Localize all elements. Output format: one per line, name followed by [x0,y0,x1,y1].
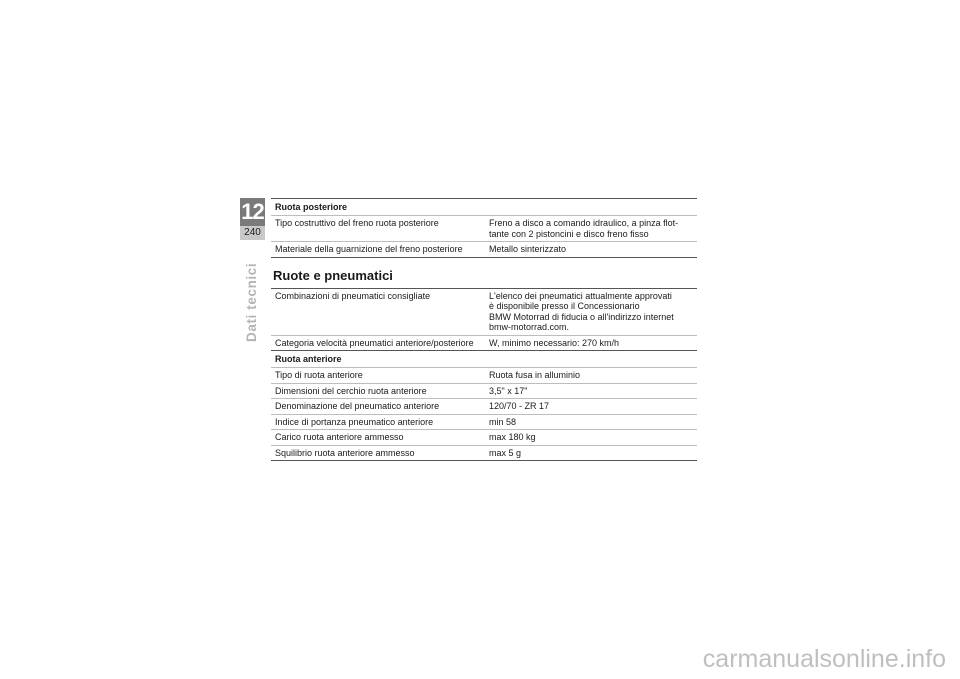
spec-value: 3,5" x 17" [489,385,528,396]
table-row [271,242,697,258]
table-row [271,368,697,384]
chapter-title-vertical: Dati tecnici [244,262,259,342]
table-row [271,415,697,431]
watermark-text: carmanualsonline.info [702,645,946,673]
section-heading-wheels-tyres: Ruote e pneumatici [273,267,393,283]
spec-value-line: BMW Motorrad di fiducia o all'indirizzo internet [489,311,674,322]
table-row [271,384,697,400]
section-title-rear-wheel: Ruota posteriore [271,199,697,216]
spec-key: Combinazioni di pneumatici consigliate [275,290,431,301]
table-row [271,399,697,415]
spec-key: Indice di portanza pneumatico anteriore [275,416,434,427]
spec-key: Materiale della guarnizione del freno posteriore [275,244,463,254]
spec-value: min 58 [489,416,517,427]
spec-key: Squilibrio ruota anteriore ammesso [275,447,415,458]
table-row [271,216,697,242]
spec-content [271,198,697,461]
chapter-number: 12 [241,199,264,224]
spec-value-line: è disponibile presso il Concessionario [489,301,640,311]
spec-key: Denominazione del pneumatico anteriore [275,401,440,411]
spec-value: Metallo sinterizzato [489,244,567,254]
spec-value: W, minimo necessario: 270 km/h [489,337,620,348]
spec-value: 120/70 - ZR 17 [489,401,550,411]
spec-value [485,289,697,335]
spec-value-line: Freno a disco a comando idraulico, a pinza flot- [489,218,679,228]
spec-key: Carico ruota anteriore ammesso [275,432,404,442]
table-row [271,446,697,462]
spec-value [485,216,697,241]
spec-value-line: L'elenco dei pneumatici attualmente approvati [489,290,672,301]
spec-key: Dimensioni del cerchio ruota anteriore [275,385,427,396]
table-row [271,430,697,446]
spec-value: max 5 g [489,447,522,458]
spec-key: Tipo costruttivo del freno ruota posteriore [275,218,439,228]
page-number: 240 [240,226,265,240]
spec-value: max 180 kg [489,432,536,442]
spec-key: Categoria velocità pneumatici anteriore/posteriore [275,337,474,348]
spec-value-line: tante con 2 pistoncini e disco freno fisso [489,228,649,239]
table-row [271,336,697,352]
spec-key: Tipo di ruota anteriore [275,370,363,380]
section-title-front-wheel: Ruota anteriore [271,351,697,368]
spec-value-line: bmw-motorrad.com. [489,322,570,332]
table-row [271,289,697,336]
spec-value: Ruota fusa in alluminio [489,370,581,380]
